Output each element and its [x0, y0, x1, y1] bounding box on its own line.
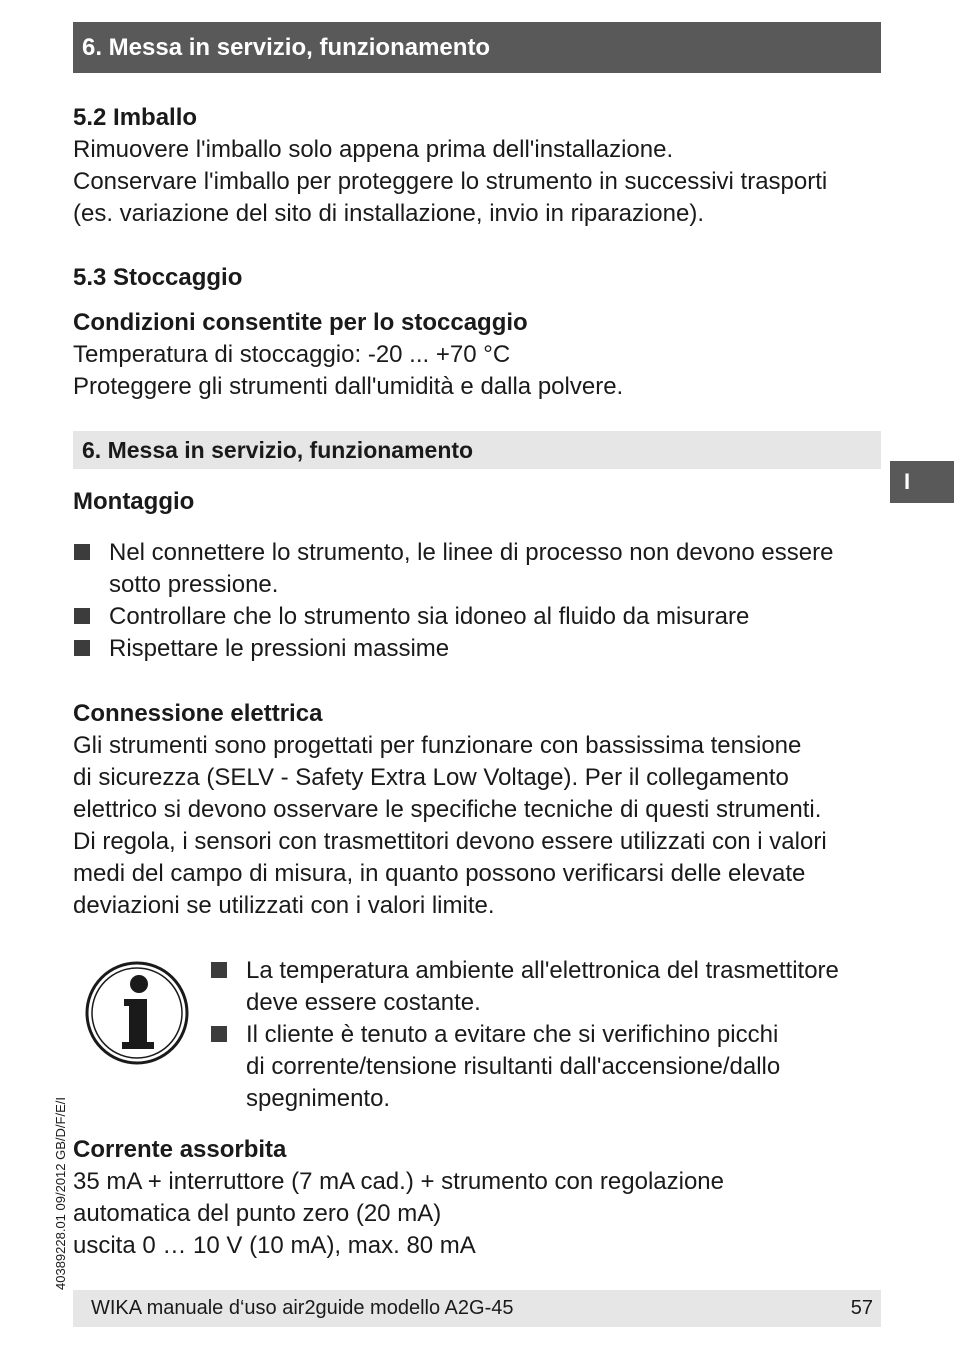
- current-heading: Corrente assorbita: [73, 1136, 287, 1163]
- current-line: automatica del punto zero (20 mA): [73, 1200, 442, 1227]
- mounting-heading: Montaggio: [73, 488, 195, 515]
- electrical-line: deviazioni se utilizzati con i valori limite.: [73, 892, 495, 919]
- electrical-heading: Connessione elettrica: [73, 700, 323, 727]
- electrical-line: di sicurezza (SELV - Safety Extra Low Voltage). Per il collegamento: [73, 764, 789, 791]
- electrical-line: medi del campo di misura, in quanto possono verificarsi delle elevate: [73, 860, 806, 887]
- current-line: uscita 0 … 10 V (10 mA), max. 80 mA: [73, 1232, 476, 1259]
- info-notes: [210, 955, 890, 1115]
- language-tab: I: [890, 461, 954, 503]
- page-footer: [73, 1290, 881, 1327]
- list-item: La temperatura ambiente all'elettronica del trasmettitore deve essere costante.: [210, 955, 890, 1019]
- info-icon: [84, 960, 190, 1066]
- square-bullet-icon: [74, 544, 90, 560]
- storage-line: Proteggere gli strumenti dall'umidità e dalla polvere.: [73, 373, 624, 400]
- square-bullet-icon: [74, 608, 90, 624]
- square-bullet-icon: [211, 1026, 227, 1042]
- section-packaging: [73, 102, 883, 230]
- storage-heading: 5.3 Stoccaggio: [73, 264, 243, 291]
- packaging-line: (es. variazione del sito di installazione, invio in riparazione).: [73, 200, 704, 227]
- section-title-bar: 6. Messa in servizio, funzionamento: [73, 431, 881, 469]
- electrical-line: elettrico si devono osservare le specifiche tecniche di questi strumenti.: [73, 796, 822, 823]
- packaging-line: Conservare l'imballo per proteggere lo strumento in successivi trasporti: [73, 168, 828, 195]
- section-storage: [73, 262, 883, 403]
- electrical-line: Gli strumenti sono progettati per funzionare con bassissima tensione: [73, 732, 802, 759]
- info-bullet-list: [210, 955, 890, 1115]
- square-bullet-icon: [74, 640, 90, 656]
- current-line: 35 mA + interruttore (7 mA cad.) + strumento con regolazione: [73, 1168, 724, 1195]
- list-item: Nel connettere lo strumento, le linee di processo non devono essere sotto pressione.: [73, 537, 883, 601]
- electrical-line: Di regola, i sensori con trasmettitori devono essere utilizzati con i valori: [73, 828, 827, 855]
- footer-text: WIKA manuale d‘uso air2guide modello A2G-45: [91, 1297, 514, 1319]
- page-number: 57: [850, 1297, 873, 1319]
- list-item: Rispettare le pressioni massime: [73, 633, 883, 665]
- section-electrical: [73, 698, 883, 922]
- packaging-line: Rimuovere l'imballo solo appena prima dell'installazione.: [73, 136, 674, 163]
- storage-line: Temperatura di stoccaggio: -20 ... +70 °C: [73, 341, 511, 368]
- list-item: Controllare che lo strumento sia idoneo al fluido da misurare: [73, 601, 883, 633]
- storage-subheading: Condizioni consentite per lo stoccaggio: [73, 309, 528, 336]
- section-current: [73, 1134, 883, 1262]
- square-bullet-icon: [211, 962, 227, 978]
- section-mounting: [73, 486, 883, 665]
- page-header-title: 6. Messa in servizio, funzionamento: [73, 22, 881, 73]
- packaging-heading: 5.2 Imballo: [73, 104, 198, 131]
- document-code: 40389228.01 09/2012 GB/D/F/E/I: [53, 1097, 68, 1290]
- list-item: Il cliente è tenuto a evitare che si verifichino picchi di corrente/tensione risultanti dall'accensione/dallo spegnimento.: [210, 1019, 890, 1115]
- mounting-bullet-list: [73, 537, 883, 665]
